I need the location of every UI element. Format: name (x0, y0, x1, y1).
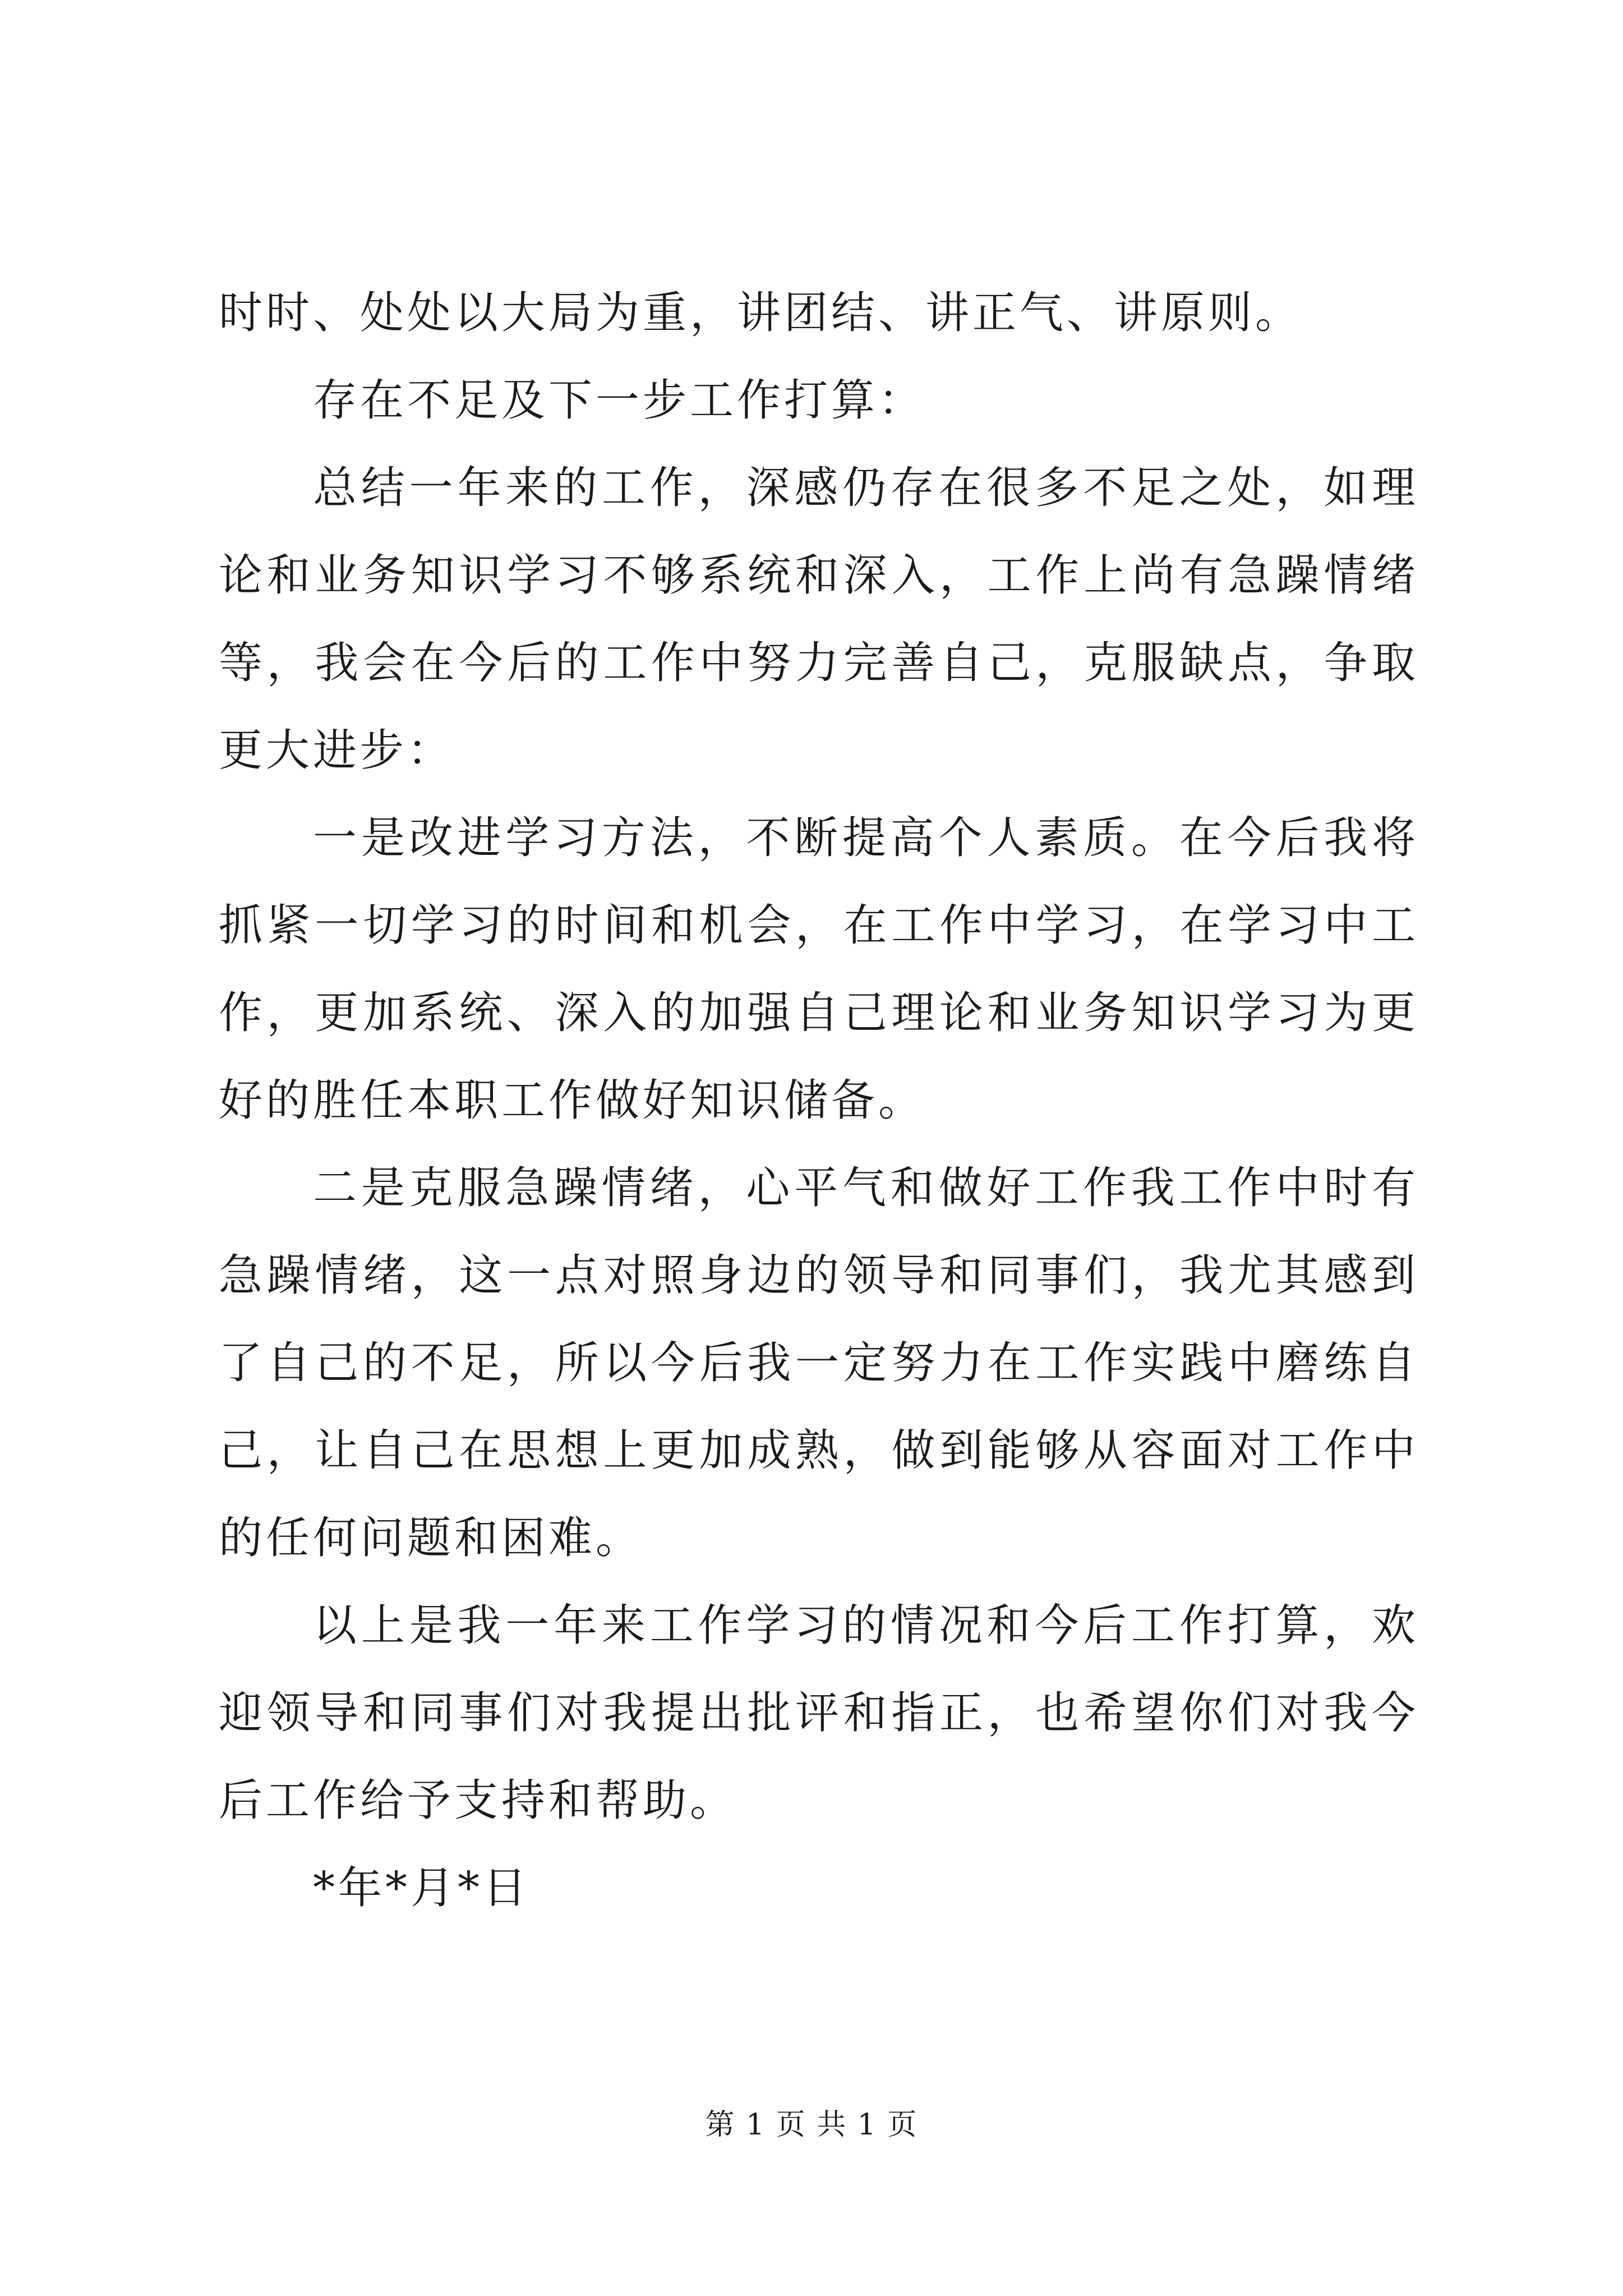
paragraph-3: 总结一年来的工作，深感仍存在很多不足之处，如理论和业务知识学习不够系统和深入，工作上尚有急躁情绪等，我会在今后的工作中努力完善自己，克服缺点，争取更大进步： (219, 463, 1419, 776)
paragraph-5: 二是克服急躁情绪，心平气和做好工作我工作中时有急躁情绪，这一点对照身边的领导和同事们，我尤其感到了自己的不足，所以今后我一定努力在工作实践中磨练自己，让自己在思想上更加成熟，做到能够从容面对工作中的任何问题和困难。 (219, 1163, 1419, 1563)
page-number-footer: 第 1 页 共 1 页 (705, 2108, 918, 2142)
paragraph-1: 时时、处处以大局为重，讲团结、讲正气、讲原则。 (219, 288, 1303, 338)
document-date: *年*月*日 (313, 1863, 531, 1913)
paragraph-4: 一是改进学习方法，不断提高个人素质。在今后我将抓紧一切学习的时间和机会，在工作中学习，在学习中工作，更加系统、深入的加强自己理论和业务知识学习为更好的胜任本职工作做好知识储备。 (219, 813, 1419, 1126)
document-body (219, 269, 1419, 1932)
paragraph-2: 存在不足及下一步工作打算： (313, 375, 926, 426)
paragraph-6: 以上是我一年来工作学习的情况和今后工作打算，欢迎领导和同事们对我提出批评和指正，也希望你们对我今后工作给予支持和帮助。 (219, 1600, 1419, 1826)
